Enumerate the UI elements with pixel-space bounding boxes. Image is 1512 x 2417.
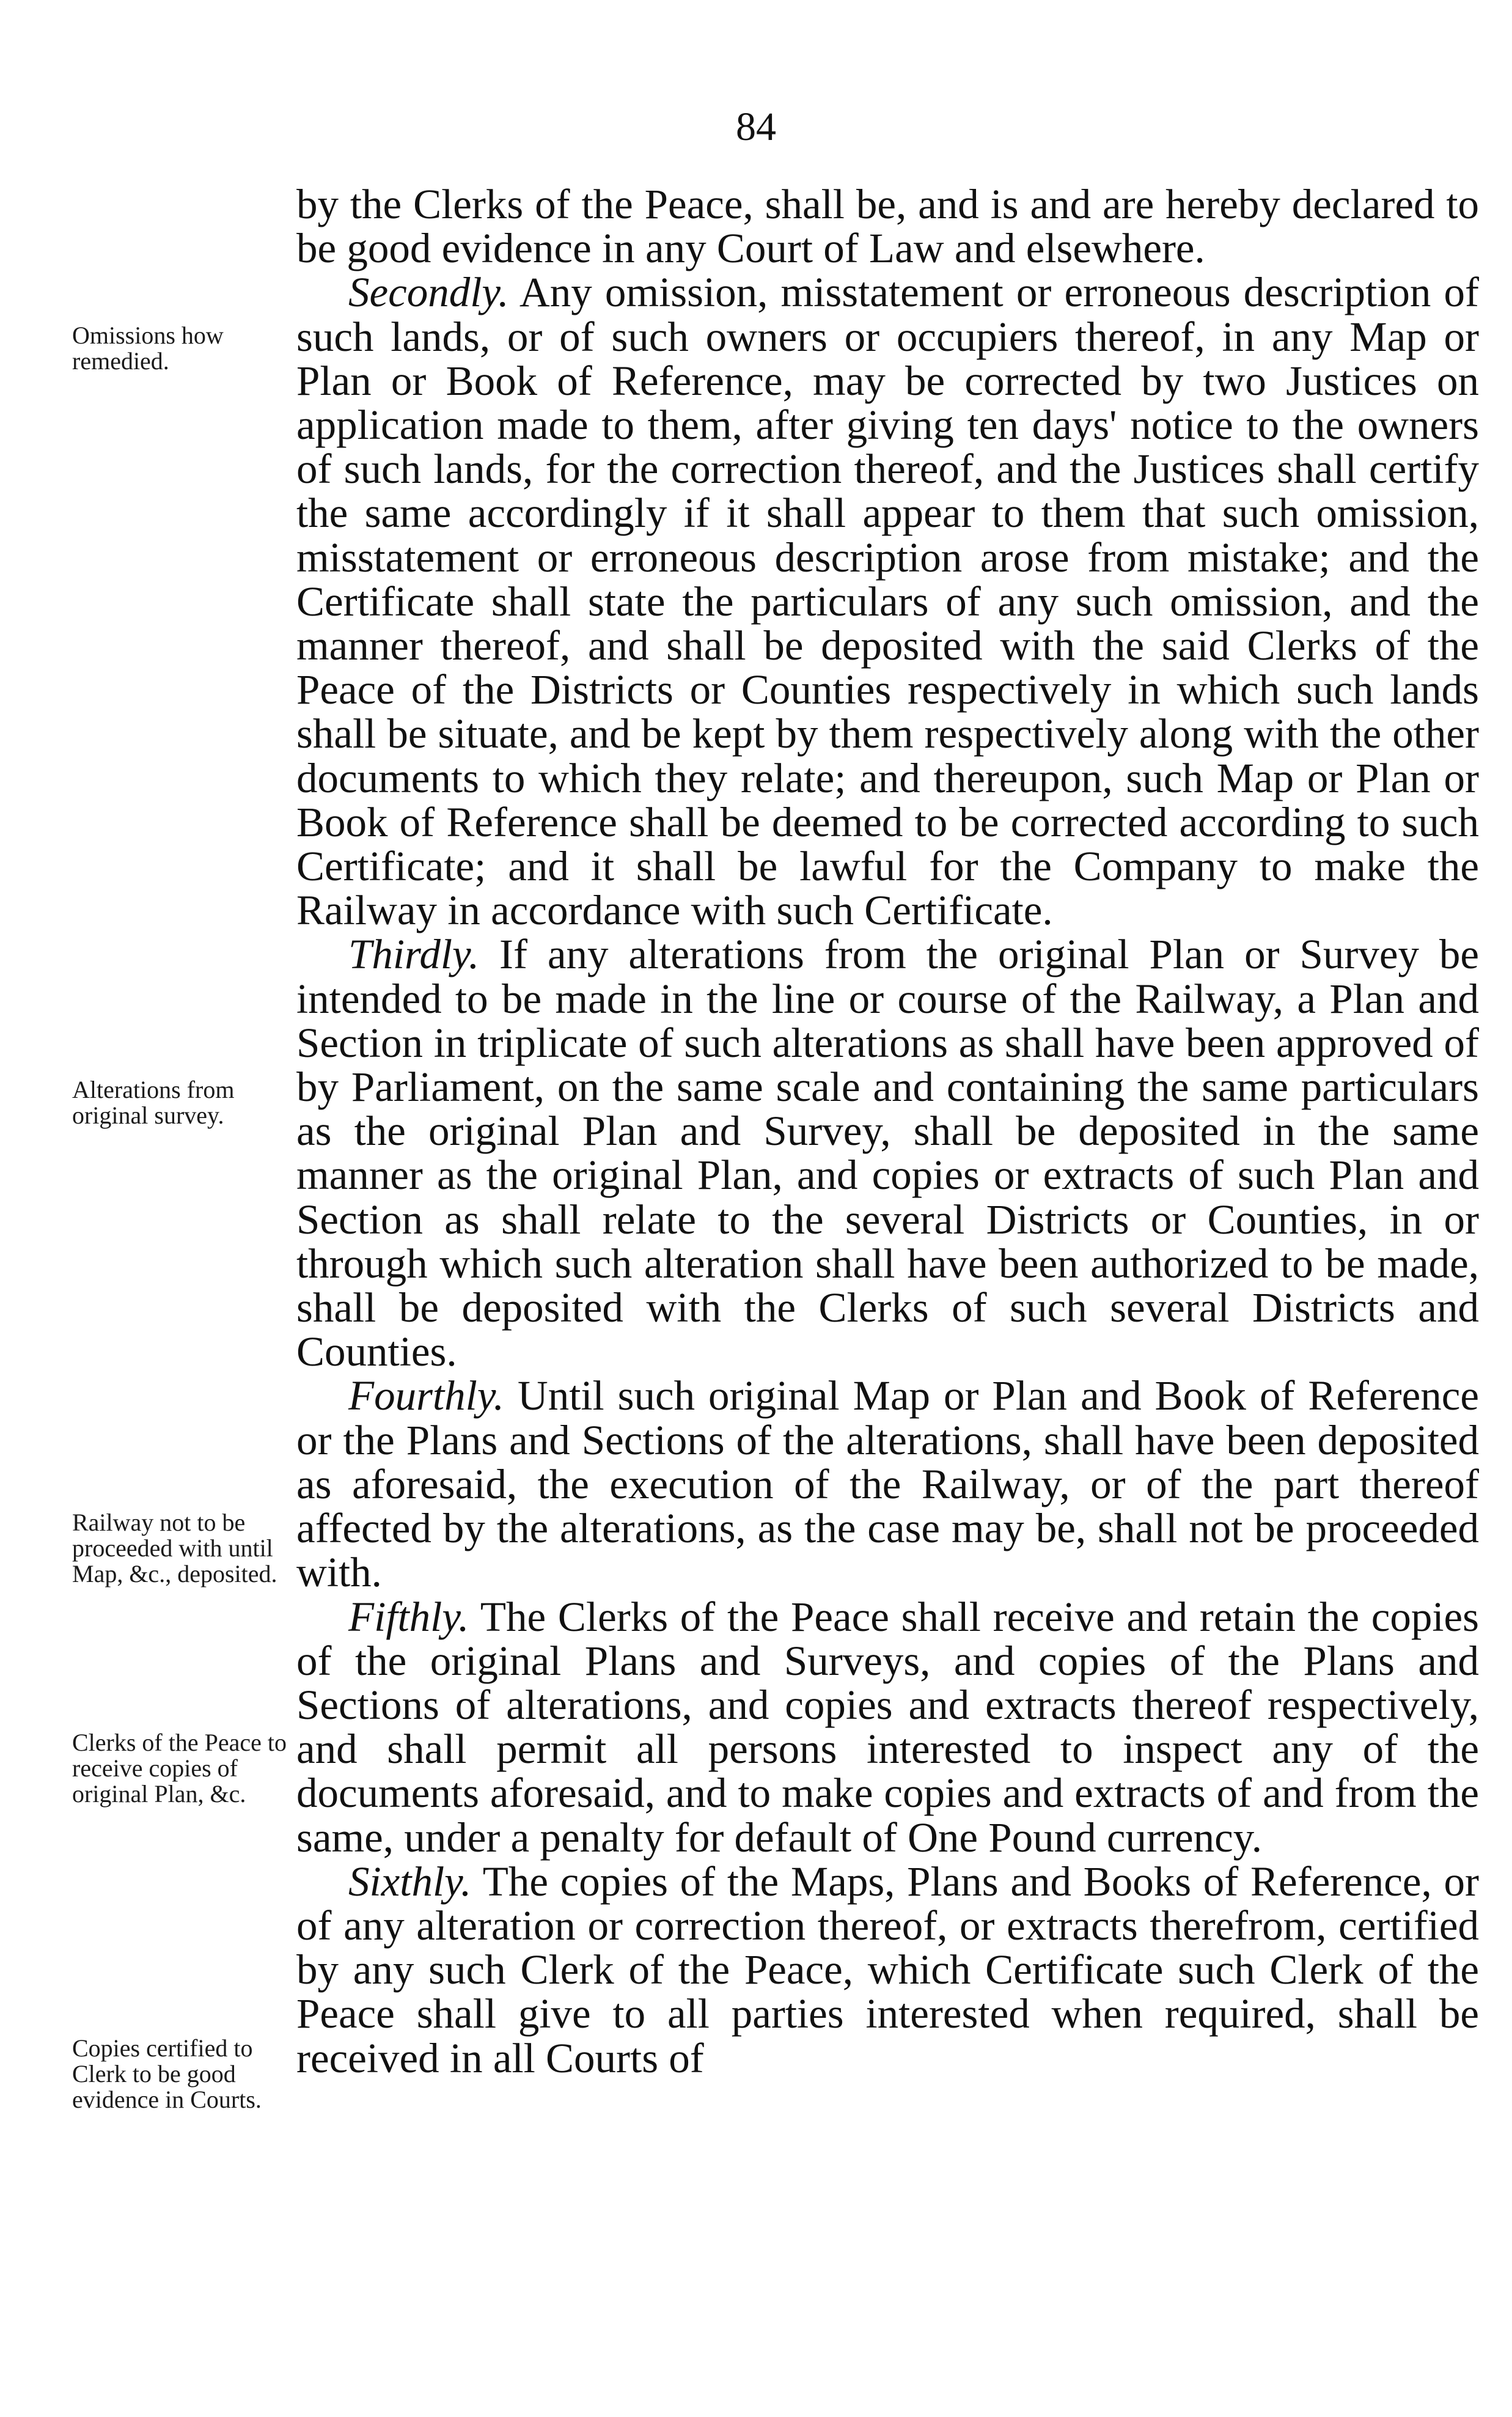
paragraph-text: The copies of the Maps, Plans and Books of Reference, or of any alteration or correction thereof, or extracts therefrom, certified by any such Clerk of the Peace, which Certificate such Clerk of the Peace shall give to all parties interested when required, shall be received in all Courts of	[296, 1858, 1479, 2081]
paragraph-lead: Secondly.	[348, 269, 509, 316]
paragraph-text: by the Clerks of the Peace, shall be, and is and are hereby declared to be good evidence in any Court of Law and elsewhere.	[296, 181, 1479, 272]
paragraph-fourthly	[296, 1374, 1479, 1594]
paragraph-lead: Thirdly.	[348, 931, 480, 978]
margin-note-copies-certified: Copies certified to Clerk to be good evidence in Courts.	[72, 2034, 262, 2113]
paragraph-text: The Clerks of the Peace shall receive and retain the copies of the original Plans and Surveys, and copies of the Plans and Sections of alterations, and copies and extracts thereof respectively, and shall permit all persons interested to inspect any of the documents aforesaid, and to make copies and extracts of and from the same, under a penalty for default of One Pound currency.	[296, 1593, 1479, 1861]
paragraph-lead: Sixthly.	[348, 1858, 472, 1905]
margin-note-railway-not-proceeded: Railway not to be proceeded with until Map, &c., deposited.	[72, 1509, 277, 1587]
paragraph-text: If any alterations from the original Plan or Survey be intended to be made in the line or course of the Railway, a Plan and Section in triplicate of such alterations as shall have been approved of by Parliament, on the same scale and containing the same particulars as the original Plan and Survey, shall be deposited in the same manner as the original Plan, and copies or extracts of such Plan and Section as shall relate to the several Districts or Counties, in or through which such alteration shall have been authorized to be made, shall be deposited with the Clerks of such several Districts and Counties.	[296, 931, 1479, 1375]
paragraph-fifthly	[296, 1595, 1479, 1860]
paragraph-lead: Fifthly.	[348, 1593, 469, 1640]
paragraph-text: Any omission, misstatement or erroneous description of such lands, or of such owners or occupiers thereof, in any Map or Plan or Book of Reference, may be corrected by two Justices on application made to them, after giving ten days' notice to the owners of such lands, for the correction thereof, and the Justices shall certify the same accordingly if it shall appear to them that such omission, misstatement or erroneous description arose from mistake; and the Certificate shall state the particulars of any such omission, and the manner thereof, and shall be deposited with the said Clerks of the Peace of the Districts or Counties respectively in which such lands shall be situate, and be kept by them respectively along with the other documents to which they relate; and thereupon, such Map or Plan or Book of Reference shall be deemed to be corrected according to such Certificate; and it shall be lawful for the Company to make the Railway in accordance with such Certificate.	[296, 269, 1479, 934]
margin-note-alterations: Alterations from original survey.	[72, 1076, 235, 1129]
paragraph-secondly	[296, 270, 1479, 932]
paragraph-continuation	[296, 182, 1479, 270]
paragraph-sixthly	[296, 1860, 1479, 2080]
margin-note-clerks-receive-copies: Clerks of the Peace to receive copies of original Plan, &c.	[72, 1729, 287, 1808]
paragraph-lead: Fourthly.	[348, 1372, 504, 1419]
page-number: 84	[736, 105, 776, 149]
main-text	[296, 182, 1479, 2080]
paragraph-text: Until such original Map or Plan and Book of Reference or the Plans and Sections of the alterations, shall have been deposited as aforesaid, the execution of the Railway, or of the part thereof affected by the alterations, as the case may be, shall not be proceeded with.	[296, 1372, 1480, 1596]
margin-note-omissions: Omissions how remedied.	[72, 322, 224, 375]
paragraph-thirdly	[296, 932, 1479, 1374]
